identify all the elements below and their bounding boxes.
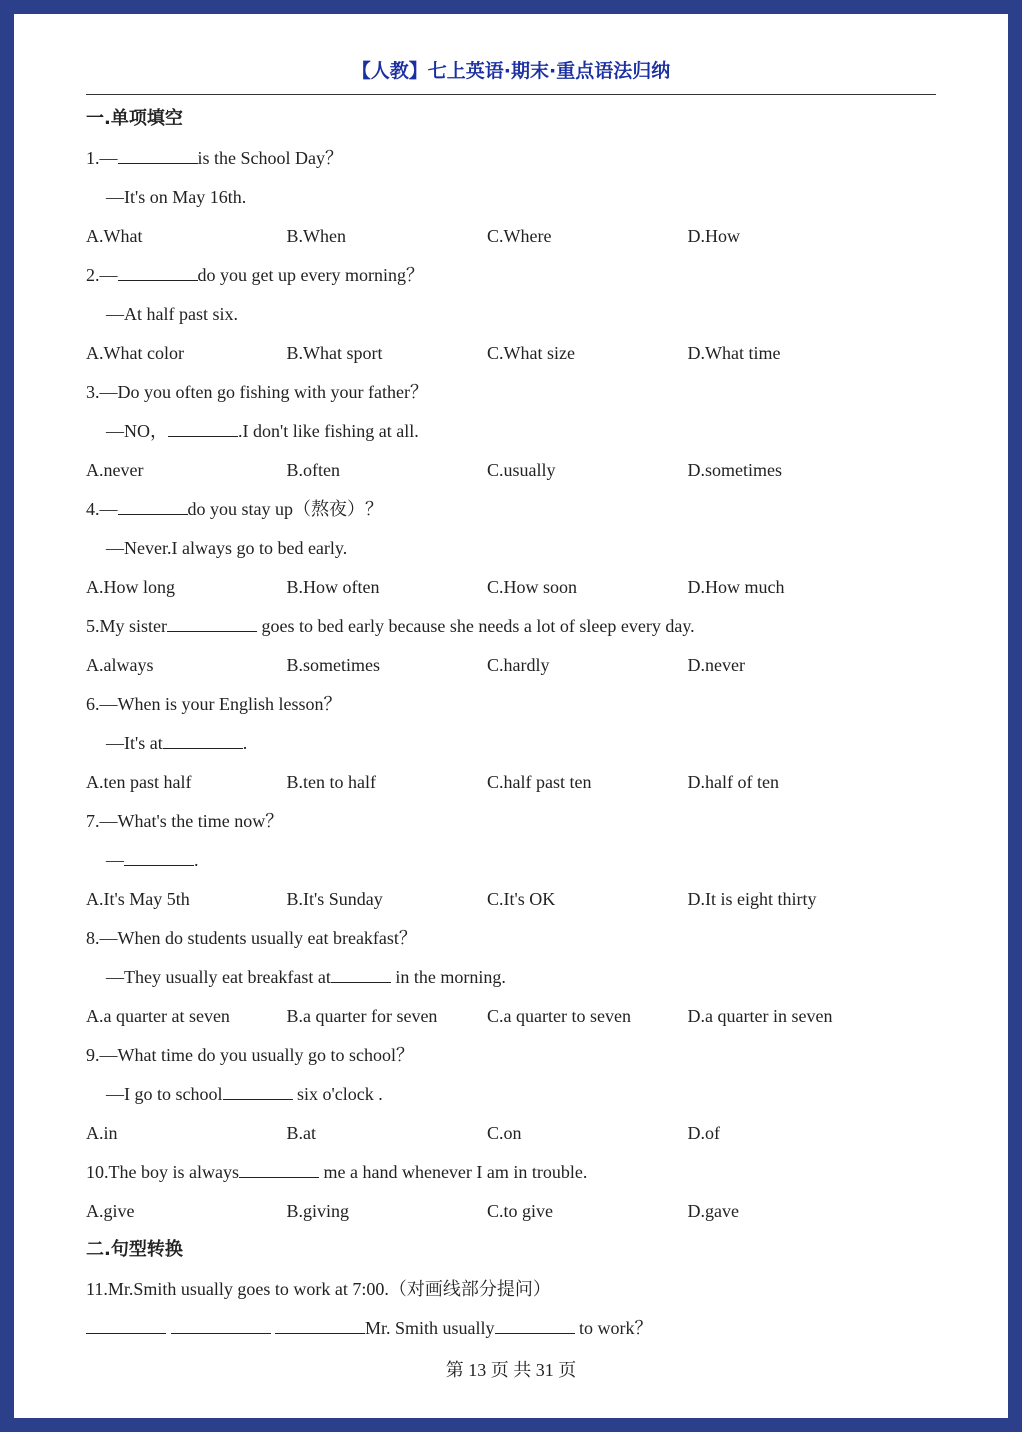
option-c: C.to give [487, 1201, 553, 1221]
option-a: A.never [86, 460, 144, 480]
question-8: 8.—When do students usually eat breakfast？ [86, 928, 417, 948]
question-list [86, 104, 936, 1352]
question-4-answer: —Never.I always go to bed early. [106, 538, 348, 558]
option-c: C.It's OK [487, 889, 556, 909]
question-6: 6.—When is your English lesson？ [86, 694, 342, 714]
question-6-answer: —It's at . [86, 728, 936, 767]
option-b: B.a quarter for seven [286, 1006, 438, 1026]
answer-blank [495, 1315, 575, 1334]
option-d: D.How [687, 226, 740, 246]
option-c: C.Where [487, 226, 552, 246]
option-a: A.ten past half [86, 772, 192, 792]
option-b: B.giving [286, 1201, 350, 1221]
section-title-sentence-transformation: 二.句型转换 [86, 1239, 183, 1260]
option-d: D.never [687, 655, 745, 675]
question-1-options [86, 221, 936, 260]
question-11-answer: Mr. Smith usually to work？ [86, 1313, 936, 1352]
question-2-options [86, 338, 936, 377]
option-d: D.of [687, 1123, 720, 1143]
page-number-footer: 第 13 页 共 31 页 [445, 1360, 577, 1380]
question-7-options [86, 884, 936, 923]
section-title-single-choice: 一.单项填空 [86, 108, 183, 129]
answer-blank [118, 262, 198, 281]
document-page [14, 14, 1008, 1418]
question-7-answer: — . [86, 845, 936, 884]
answer-blank [239, 1159, 319, 1178]
option-d: D.a quarter in seven [687, 1006, 833, 1026]
question-8-options [86, 1001, 936, 1040]
option-c: C.How soon [487, 577, 578, 597]
question-6-options [86, 767, 936, 806]
option-c: C.usually [487, 460, 556, 480]
option-c: C.a quarter to seven [487, 1006, 631, 1026]
option-a: A.What color [86, 343, 184, 363]
option-d: D.It is eight thirty [687, 889, 817, 909]
question-2-answer: —At half past six. [106, 304, 238, 324]
answer-blank [118, 496, 188, 515]
option-a: A.give [86, 1201, 135, 1221]
answer-blank [163, 730, 243, 749]
option-b: B.What sport [286, 343, 383, 363]
question-8-answer: —They usually eat breakfast at in the morning. [86, 962, 936, 1001]
option-b: B.often [286, 460, 340, 480]
option-c: C.half past ten [487, 772, 592, 792]
option-a: A.It's May 5th [86, 889, 190, 909]
question-3: 3.—Do you often go fishing with your father？ [86, 382, 428, 402]
answer-blank [167, 613, 257, 632]
option-b: B.When [286, 226, 346, 246]
option-c: C.on [487, 1123, 522, 1143]
question-9-answer: —I go to school six o'clock . [86, 1079, 936, 1118]
question-4-options [86, 572, 936, 611]
question-9-options [86, 1118, 936, 1157]
option-a: A.a quarter at seven [86, 1006, 230, 1026]
option-d: D.What time [687, 343, 781, 363]
answer-blank [118, 145, 198, 164]
answer-blank [275, 1315, 365, 1334]
answer-blank [168, 418, 238, 437]
option-b: B.at [286, 1123, 316, 1143]
option-a: A.How long [86, 577, 175, 597]
option-a: A.always [86, 655, 154, 675]
question-10-options [86, 1196, 936, 1235]
question-1: 1.— is the School Day？ [86, 143, 936, 182]
page-header-title: 【人教】七上英语·期末·重点语法归纳 [351, 60, 671, 82]
question-10: 10.The boy is always me a hand whenever I am in trouble. [86, 1157, 936, 1196]
question-11: 11.Mr.Smith usually goes to work at 7:00.（对画线部分提问） [86, 1279, 551, 1299]
answer-blank [124, 847, 194, 866]
option-d: D.How much [687, 577, 785, 597]
option-d: D.gave [687, 1201, 739, 1221]
option-b: B.sometimes [286, 655, 380, 675]
option-a: A.in [86, 1123, 118, 1143]
option-d: D.sometimes [687, 460, 782, 480]
question-5-options [86, 650, 936, 689]
question-2: 2.— do you get up every morning？ [86, 260, 936, 299]
option-b: B.How often [286, 577, 380, 597]
answer-blank [223, 1081, 293, 1100]
question-5: 5.My sister goes to bed early because she needs a lot of sleep every day. [86, 611, 936, 650]
answer-blank [171, 1315, 271, 1334]
option-c: C.What size [487, 343, 575, 363]
option-b: B.ten to half [286, 772, 376, 792]
option-d: D.half of ten [687, 772, 779, 792]
option-b: B.It's Sunday [286, 889, 383, 909]
question-4: 4.— do you stay up（熬夜）？ [86, 494, 936, 533]
question-9: 9.—What time do you usually go to school？ [86, 1045, 414, 1065]
option-c: C.hardly [487, 655, 550, 675]
question-3-answer: —NO， .I don't like fishing at all. [86, 416, 936, 455]
question-7: 7.—What's the time now？ [86, 811, 284, 831]
question-1-answer: —It's on May 16th. [106, 187, 247, 207]
header-divider [86, 94, 936, 95]
question-3-options [86, 455, 936, 494]
answer-blank [331, 964, 391, 983]
answer-blank [86, 1315, 166, 1334]
option-a: A.What [86, 226, 143, 246]
